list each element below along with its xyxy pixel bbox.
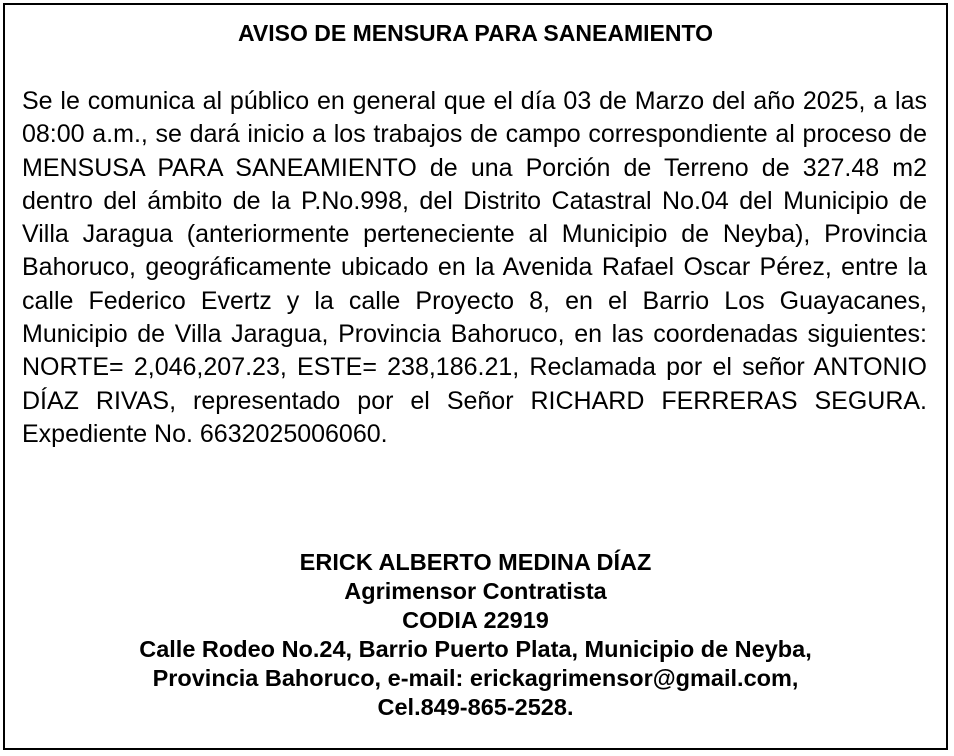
notice-title: AVISO DE MENSURA PARA SANEAMIENTO	[238, 20, 713, 46]
notice-frame	[3, 3, 948, 750]
notice-body: Se le comunica al público en general que el día 03 de Marzo del año 2025, a las 08:00 a.m., se dará inicio a los trabajos de campo correspondiente al proceso de MENSUSA PARA SANEAMIENTO de una Porción de Terreno de 327.48 m2 dentro del ámbito de la P.No.998, del Distrito Catastral No.04 del Municipio de Villa Jaragua (anteriormente perteneciente al Municipio de Neyba), Provincia Bahoruco, geográficamente ubicado en la Avenida Rafael Oscar Pérez, entre la calle Federico Evertz y la calle Proyecto 8, en el Barrio Los Guayacanes, Municipio de Villa Jaragua, Provincia Bahoruco, en las coordenadas siguientes: NORTE= 2,046,207.23, ESTE= 238,186.21, Reclamada por el señor ANTONIO DÍAZ RIVAS, representado por el Señor RICHARD FERRERAS SEGURA. Expediente No. 6632025006060.	[22, 87, 927, 448]
signature-block	[5, 548, 946, 722]
address-line-2: Provincia Bahoruco, e-mail: erickagrimensor@gmail.com,	[152, 665, 799, 691]
surveyor-role: Agrimensor Contratista	[344, 578, 607, 604]
address-line-1: Calle Rodeo No.24, Barrio Puerto Plata, Municipio de Neyba,	[139, 636, 812, 662]
codia-number: CODIA 22919	[402, 607, 549, 633]
phone-number: Cel.849-865-2528.	[377, 694, 574, 720]
surveyor-name: ERICK ALBERTO MEDINA DÍAZ	[299, 549, 652, 575]
